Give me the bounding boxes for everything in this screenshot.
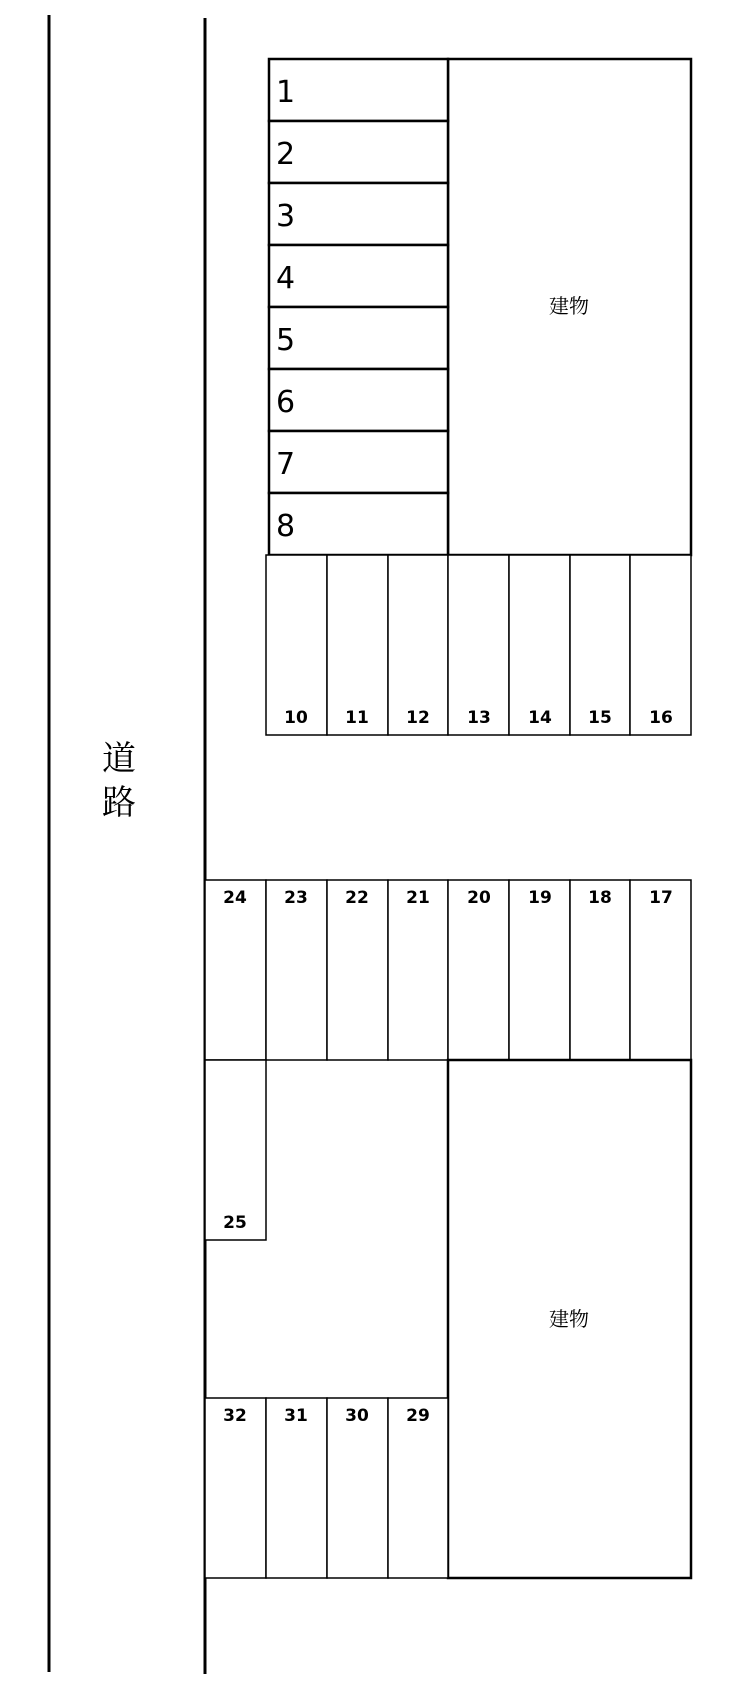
building-top-label: 建物 bbox=[549, 294, 589, 318]
spot-number: 11 bbox=[345, 708, 369, 728]
spot-number: 13 bbox=[467, 708, 491, 728]
parking-spot-11[interactable] bbox=[327, 555, 388, 735]
spot-number: 21 bbox=[406, 888, 430, 908]
spot-number: 20 bbox=[467, 888, 491, 908]
road-label-1: 道 bbox=[102, 739, 136, 779]
spot-number: 5 bbox=[276, 323, 296, 358]
parking-spot-32[interactable] bbox=[205, 1398, 266, 1578]
parking-spot-30[interactable] bbox=[327, 1398, 388, 1578]
building-top bbox=[448, 59, 691, 555]
parking-spot-25[interactable] bbox=[205, 1060, 266, 1240]
parking-spot-31[interactable] bbox=[266, 1398, 327, 1578]
parking-spot-16[interactable] bbox=[630, 555, 691, 735]
spot-row-32-29 bbox=[205, 1398, 448, 1578]
parking-spot-18[interactable] bbox=[570, 880, 630, 1060]
building-bottom-label: 建物 bbox=[549, 1307, 589, 1331]
parking-spot-4[interactable] bbox=[269, 245, 448, 307]
parking-spot-7[interactable] bbox=[269, 431, 448, 493]
spot-number: 15 bbox=[588, 708, 612, 728]
spot-column-1-8 bbox=[269, 59, 448, 555]
parking-spot-20[interactable] bbox=[448, 880, 509, 1060]
building-bottom bbox=[448, 1060, 691, 1578]
spot-number: 16 bbox=[649, 708, 673, 728]
spot-number: 29 bbox=[406, 1406, 430, 1426]
parking-spot-10[interactable] bbox=[266, 555, 327, 735]
parking-spot-29[interactable] bbox=[388, 1398, 448, 1578]
spot-number: 7 bbox=[276, 447, 296, 482]
spot-number: 19 bbox=[528, 888, 552, 908]
parking-spot-22[interactable] bbox=[327, 880, 388, 1060]
spot-number: 2 bbox=[276, 137, 296, 172]
parking-spot-24[interactable] bbox=[205, 880, 266, 1060]
parking-spot-2[interactable] bbox=[269, 121, 448, 183]
parking-spot-1[interactable] bbox=[269, 59, 448, 121]
parking-spot-12[interactable] bbox=[388, 555, 448, 735]
parking-spot-5[interactable] bbox=[269, 307, 448, 369]
spot-number: 25 bbox=[223, 1213, 247, 1233]
spot-number: 4 bbox=[276, 261, 296, 296]
spot-number: 23 bbox=[284, 888, 308, 908]
spot-number: 10 bbox=[284, 708, 308, 728]
parking-spot-14[interactable] bbox=[509, 555, 570, 735]
spot-number: 22 bbox=[345, 888, 369, 908]
parking-spot-17[interactable] bbox=[630, 880, 691, 1060]
parking-spot-19[interactable] bbox=[509, 880, 570, 1060]
parking-spot-15[interactable] bbox=[570, 555, 630, 735]
parking-spot-23[interactable] bbox=[266, 880, 327, 1060]
spot-number: 32 bbox=[223, 1406, 247, 1426]
spot-number: 31 bbox=[284, 1406, 308, 1426]
spot-number: 14 bbox=[528, 708, 552, 728]
parking-spot-3[interactable] bbox=[269, 183, 448, 245]
spot-number: 30 bbox=[345, 1406, 369, 1426]
spot-number: 18 bbox=[588, 888, 612, 908]
spot-number: 3 bbox=[276, 199, 296, 234]
parking-spot-13[interactable] bbox=[448, 555, 509, 735]
road-label-2: 路 bbox=[102, 783, 136, 823]
spot-number: 8 bbox=[276, 509, 296, 544]
spot-row-10-16 bbox=[266, 555, 691, 735]
spot-number: 24 bbox=[223, 888, 247, 908]
parking-spot-21[interactable] bbox=[388, 880, 448, 1060]
spot-number: 17 bbox=[649, 888, 673, 908]
spot-row-24-17 bbox=[205, 880, 691, 1060]
parking-spot-6[interactable] bbox=[269, 369, 448, 431]
spot-number: 6 bbox=[276, 385, 296, 420]
parking-spot-8[interactable] bbox=[269, 493, 448, 555]
spot-number: 12 bbox=[406, 708, 430, 728]
spot-number: 1 bbox=[276, 75, 296, 110]
